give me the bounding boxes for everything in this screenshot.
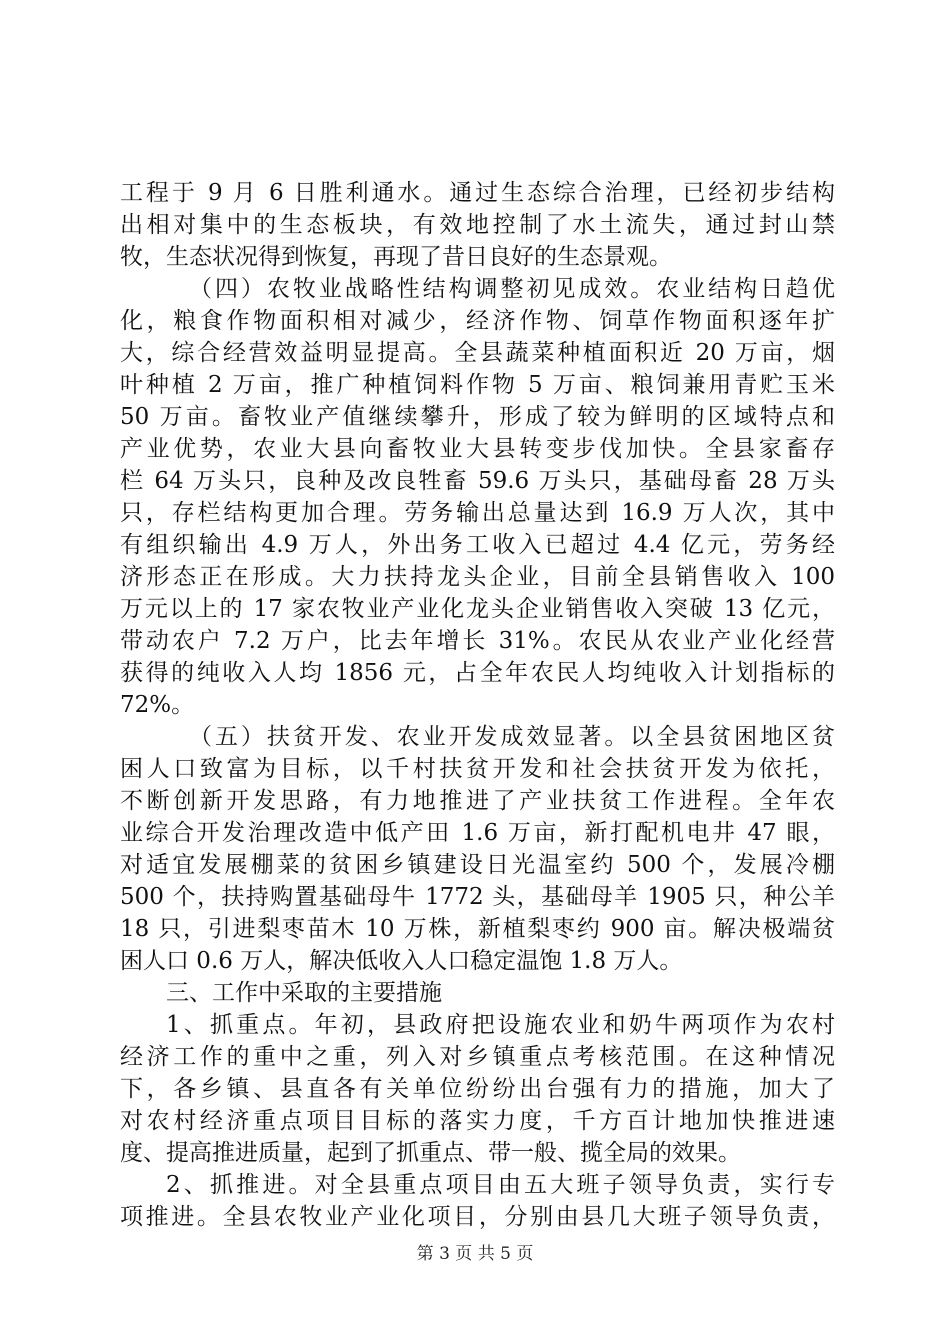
text-line: 业综合开发治理改造中低产田 1.6 万亩，新打配机电井 47 眼， xyxy=(120,820,835,846)
text-line: 2、抓推进。对全县重点项目由五大班子领导负责，实行专 xyxy=(166,1172,835,1198)
text-line: 度、提高推进质量，起到了抓重点、带一般、揽全局的效果。 xyxy=(120,1140,741,1166)
text-line: 困人口致富为目标，以千村扶贫开发和社会扶贫开发为依托， xyxy=(120,756,835,782)
text-line: 不断创新开发思路，有力地推进了产业扶贫工作进程。全年农 xyxy=(120,788,835,814)
text-line: 下，各乡镇、县直各有关单位纷纷出台强有力的措施，加大了 xyxy=(120,1076,835,1102)
text-line: 有组织输出 4.9 万人，外出务工收入已超过 4.4 亿元，劳务经 xyxy=(120,532,835,558)
text-line: 产业优势，农业大县向畜牧业大县转变步伐加快。全县家畜存 xyxy=(120,436,835,462)
text-line: 牧，生态状况得到恢复，再现了昔日良好的生态景观。 xyxy=(120,244,672,270)
text-line: 500 个，扶持购置基础母牛 1772 头，基础母羊 1905 只，种公羊 xyxy=(120,884,835,910)
text-line: （五）扶贫开发、农业开发成效显著。以全县贫困地区贫 xyxy=(189,724,835,750)
text-line: 大，综合经营效益明显提高。全县蔬菜种植面积近 20 万亩，烟 xyxy=(120,340,835,366)
text-line: 项推进。全县农牧业产业化项目，分别由县几大班子领导负责， xyxy=(120,1204,835,1230)
text-line: 带动农户 7.2 万户，比去年增长 31%。农民从农业产业化经营 xyxy=(120,628,835,654)
section-heading: 三、工作中采取的主要措施 xyxy=(166,980,442,1006)
text-line: （四）农牧业战略性结构调整初见成效。农业结构日趋优 xyxy=(189,276,835,302)
text-line: 对农村经济重点项目目标的落实力度，千方百计地加快推进速 xyxy=(120,1108,835,1134)
text-line: 72%。 xyxy=(120,692,195,718)
text-line: 叶种植 2 万亩，推广种植饲料作物 5 万亩、粮饲兼用青贮玉米 xyxy=(120,372,835,398)
text-line: 经济工作的重中之重，列入对乡镇重点考核范围。在这种情况 xyxy=(120,1044,835,1070)
text-line: 获得的纯收入人均 1856 元，占全年农民人均纯收入计划指标的 xyxy=(120,660,835,686)
text-line: 工程于 9 月 6 日胜利通水。通过生态综合治理，已经初步结构 xyxy=(120,180,835,206)
text-line: 18 只，引进梨枣苗木 10 万株，新植梨枣约 900 亩。解决极端贫 xyxy=(120,916,835,942)
text-line: 化，粮食作物面积相对减少，经济作物、饲草作物面积逐年扩 xyxy=(120,308,835,334)
text-line: 50 万亩。畜牧业产值继续攀升，形成了较为鲜明的区域特点和 xyxy=(120,404,835,430)
text-line: 栏 64 万头只，良种及改良牲畜 59.6 万头只，基础母畜 28 万头 xyxy=(120,468,835,494)
page-footer xyxy=(0,1243,950,1265)
text-line: 济形态正在形成。大力扶持龙头企业，目前全县销售收入 100 xyxy=(120,564,835,590)
text-line: 万元以上的 17 家农牧业产业化龙头企业销售收入突破 13 亿元， xyxy=(120,596,835,622)
text-line: 只，存栏结构更加合理。劳务输出总量达到 16.9 万人次，其中 xyxy=(120,500,835,526)
text-line: 1、抓重点。年初，县政府把设施农业和奶牛两项作为农村 xyxy=(166,1012,835,1038)
text-line: 出相对集中的生态板块，有效地控制了水土流失，通过封山禁 xyxy=(120,212,835,238)
text-line: 困人口 0.6 万人，解决低收入人口稳定温饱 1.8 万人。 xyxy=(120,948,683,974)
page-number-label: 第 3 页 共 5 页 xyxy=(416,1244,534,1264)
body-text xyxy=(120,177,835,1233)
text-line: 对适宜发展棚菜的贫困乡镇建设日光温室约 500 个，发展冷棚 xyxy=(120,852,835,878)
